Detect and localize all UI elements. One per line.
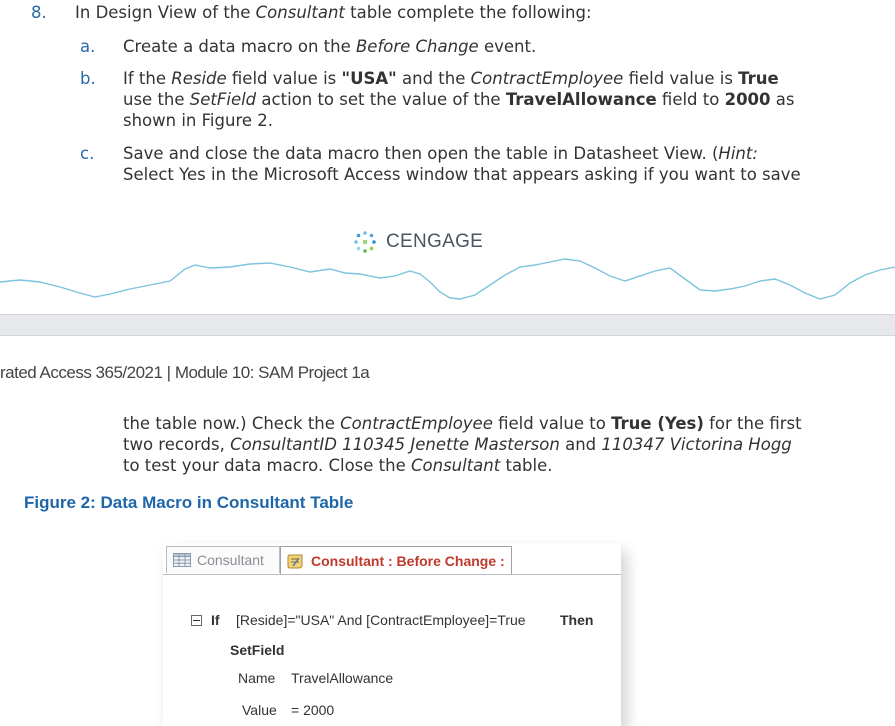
step-intro: In Design View of the Consultant table complete the following: [75,3,592,22]
tab-consultant-label: Consultant [197,552,264,568]
cengage-wordmark: CENGAGE [386,231,484,252]
tab-underline [163,574,621,575]
substep-b-line3: shown in Figure 2. [123,111,273,130]
substep-c-line2: Select Yes in the Microsoft Access window that appears asking if you want to save [123,165,801,184]
tab-before-change-label: Consultant : Before Change : [311,553,505,569]
continued-line1: the table now.) Check the ContractEmployee field value to True (Yes) for the first [123,414,802,433]
cengage-burst-icon [352,229,378,255]
if-keyword: If [211,612,220,628]
continued-line2: two records, ConsultantID 110345 Jenette Masterson and 110347 Victorina Hogg [123,435,792,454]
name-value[interactable]: TravelAllowance [291,670,394,686]
collapse-toggle-icon[interactable] [191,615,202,626]
tab-strip [163,543,621,575]
wave-decoration [0,255,895,305]
value-label: Value [242,702,277,718]
setfield-action[interactable]: SetField [230,642,285,658]
substep-a-text: Create a data macro on the Before Change event. [123,37,537,56]
continued-line3: to test your data macro. Close the Consultant table. [123,456,553,475]
step-number: 8. [31,3,47,22]
substep-c-line1: Save and close the data macro then open the table in Datasheet View. (Hint: [123,144,758,163]
substep-c-label: c. [80,144,95,163]
cengage-logo [352,229,483,255]
substep-a-label: a. [80,37,96,56]
tab-before-change[interactable] [280,546,512,575]
figure-title: Figure 2: Data Macro in Consultant Table [24,493,354,512]
macro-scroll-icon [287,553,305,569]
name-label: Name [238,670,276,686]
then-keyword: Then [560,612,594,628]
value-value[interactable]: = 2000 [291,702,335,718]
figure-screenshot [163,543,623,726]
substep-b-line2: use the SetField action to set the value of the TravelAllowance field to 2000 as [123,90,795,109]
table-icon [173,553,191,567]
tab-consultant[interactable] [166,546,280,573]
substep-b-label: b. [80,69,96,88]
page-header-text: rated Access 365/2021 | Module 10: SAM Project 1a [0,363,370,382]
page-break-band [0,314,895,336]
substep-b-line1: If the Reside field value is "USA" and the ContractEmployee field value is True [123,69,779,88]
if-condition[interactable]: [Reside]="USA" And [ContractEmployee]=True [236,612,526,628]
